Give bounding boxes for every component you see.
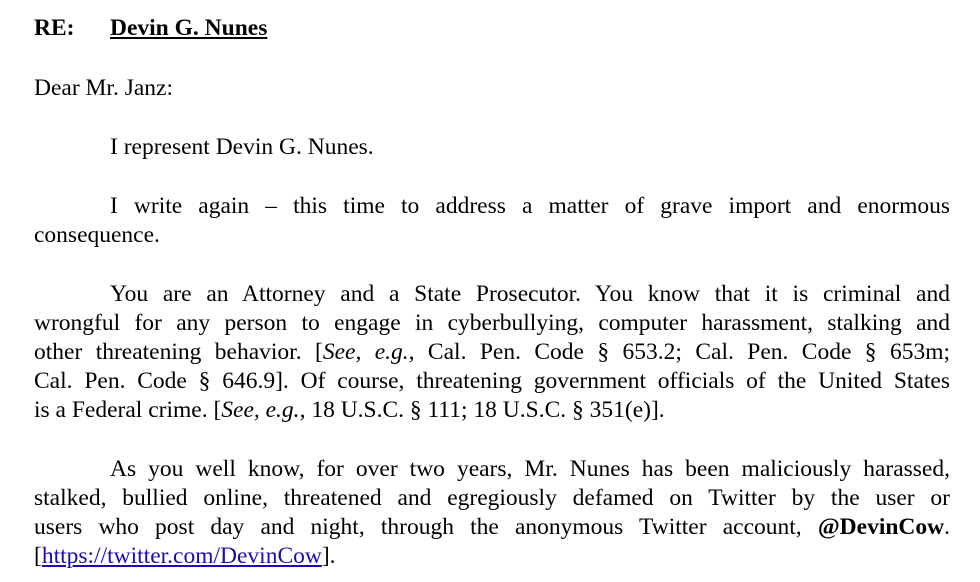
paragraph-4-line-2: stalked, bullied online, threatened and egregiously defamed on Twitter by the user or bbox=[34, 485, 950, 511]
re-subject: Devin G. Nunes bbox=[110, 15, 268, 41]
p4-l3-part-b: . bbox=[944, 514, 950, 540]
paragraph-4-line-4 bbox=[34, 542, 950, 571]
p3-l3-part-a: other threatening behavior. [ bbox=[34, 339, 323, 365]
paragraph-1-line-1: I represent Devin G. Nunes. bbox=[110, 134, 374, 160]
paragraph-3-line-4: Cal. Pen. Code § 646.9]. Of course, threatening government officials of the United States bbox=[34, 368, 950, 394]
re-label: RE: bbox=[34, 15, 75, 41]
twitter-handle: @DevinCow bbox=[817, 514, 945, 540]
paragraph-2-line-1: I write again – this time to address a matter of grave import and enormous bbox=[110, 193, 950, 219]
p4-l3-part-a: users who post day and night, through the anonymous Twitter account, bbox=[34, 514, 818, 540]
re-heading bbox=[34, 14, 950, 43]
paragraph-3-line-1: You are an Attorney and a State Prosecutor. You know that it is criminal and bbox=[110, 281, 950, 307]
p4-l4-open-bracket: [ bbox=[34, 543, 42, 569]
p3-l5-part-b: , 18 U.S.C. § 111; 18 U.S.C. § 351(e)]. bbox=[299, 397, 665, 423]
salutation: Dear Mr. Janz: bbox=[34, 75, 173, 101]
p4-l4-close-bracket: ]. bbox=[321, 543, 336, 569]
p3-l5-citation-signal: See, e.g. bbox=[221, 397, 300, 423]
paragraph-3-line-2: wrongful for any person to engage in cyberbullying, computer harassment, stalking and bbox=[34, 310, 950, 336]
p3-l3-citation-signal: See, e.g. bbox=[322, 339, 409, 365]
p3-l3-part-b: , Cal. Pen. Code § 653.2; Cal. Pen. Code § 653m; bbox=[408, 339, 950, 365]
paragraph-2-line-2: consequence. bbox=[34, 222, 160, 248]
p3-l5-part-a: is a Federal crime. [ bbox=[34, 397, 222, 423]
twitter-account-link[interactable]: https://twitter.com/DevinCow bbox=[41, 543, 322, 569]
paragraph-3-line-3 bbox=[34, 338, 950, 367]
paragraph-4-line-1: As you well know, for over two years, Mr. Nunes has been maliciously harassed, bbox=[110, 456, 950, 482]
paragraph-4-line-3 bbox=[34, 513, 950, 542]
paragraph-3-line-5 bbox=[34, 396, 950, 425]
